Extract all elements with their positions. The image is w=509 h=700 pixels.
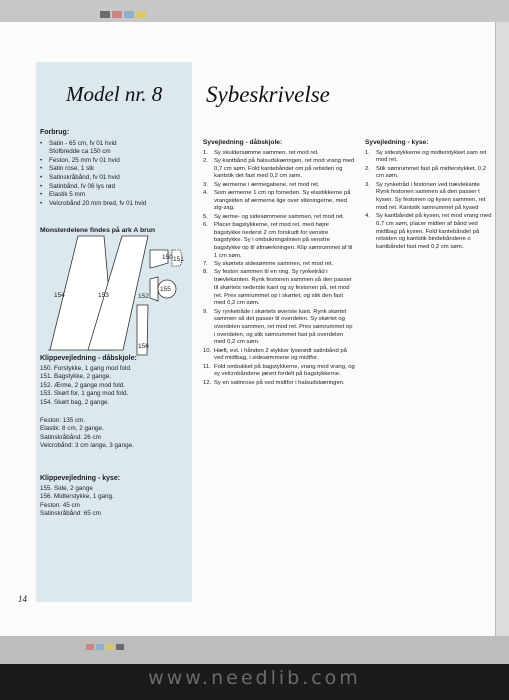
step-number: 7. — [203, 261, 208, 268]
step-text: Sy en satinrose på ved midtfor i halsudskæringen. — [214, 379, 345, 386]
forbrug-item: • Feston, 25 mm fv 01 hvid — [40, 157, 190, 166]
klippe-kjole-item: 151. Bagstykke, 2 gange. — [40, 373, 112, 381]
page-number: 14 — [18, 594, 27, 604]
step-number: 4. — [203, 190, 208, 196]
pattern-label: 155 — [160, 286, 171, 293]
step-text: Sy feston sammen til en ring. Sy rynketråd i trævlekanten. Rynk festonen sammen så den passer til skørtets nederste kant og sy festonen på, ret mod ret. Pres sømrummet op i skørtet, og stik den fast med 0,2 cm søm. — [214, 269, 352, 307]
step-number: 1. — [203, 149, 208, 156]
klippe-kjole-item: 150. Forstykke, 1 gang mod fold. — [40, 364, 132, 372]
syvejledning-kjole-step — [203, 269, 355, 308]
step-text: Stik sømrummet fast på midterstykket, 0,2 cm søm. — [376, 165, 486, 180]
syvejledning-kyse-step — [365, 166, 493, 181]
pattern-label: 153 — [98, 292, 109, 299]
klippe-kyse-block — [40, 475, 190, 519]
klippe-kyse-item: 156. Midterstykke, 1 gang. — [40, 493, 114, 501]
step-text: Sy ærmerne i ærmegabene, ret mod ret. — [214, 181, 320, 188]
forbrug-item: • Satinbånd, fv 06 lys rød — [40, 183, 190, 192]
watermark-text: www.needlib.com — [148, 667, 361, 689]
syvejledning-kyse-column — [365, 139, 493, 252]
color-bar-mark — [86, 644, 94, 650]
step-text: Som ærmerne 1 cm op forneden. Sy elastikkerne på vrangsiden af ærmerne lige over stikningerne, med zig-zag. — [214, 190, 351, 212]
pattern-piece-152 — [150, 277, 158, 301]
step-number: 2. — [365, 165, 370, 172]
step-number: 3. — [203, 181, 208, 188]
klippe-kjole-extra: Elastik: 8 cm, 2 gange. — [40, 425, 104, 433]
pattern-label: 152 — [138, 293, 149, 300]
step-number: 12. — [203, 379, 212, 386]
forbrug-item: • Satinskråbånd, fv 01 hvid — [40, 174, 190, 183]
syvejledning-kjole-step — [203, 364, 355, 379]
syvejledning-kjole-step — [203, 214, 355, 222]
klippe-kyse-heading: Klippevejledning - kyse: — [40, 475, 121, 482]
step-text: Sy skuldersømme sammen, ret mod ret. — [214, 149, 319, 156]
forbrug-item: • Satin - 65 cm, fv 01 hvid — [40, 140, 190, 149]
step-text: Placer bagstykkerne, ret mod ret, med højre bagstykke nederst 2 cm forskudt for venstre bagstykke. Sy i ombukningslinien på venstre bagstykke op til afmærkningen. Klip sømrummet af til 1 cm søm. — [214, 222, 353, 259]
step-number: 4. — [365, 213, 370, 220]
step-number: 11. — [203, 363, 211, 370]
syvejledning-kjole-step — [203, 261, 355, 269]
step-text: Sy kantbånd på halsudskæringen, ret mod vrang med 0,7 cm søm. Fold kantebåndet om på retsiden og kantstik det fast med 0,2 cm søm. — [214, 158, 355, 180]
step-number: 6. — [203, 222, 208, 228]
step-number: 1. — [365, 149, 370, 156]
syvejledning-kjole-step — [203, 182, 355, 190]
klippe-kyse-item: Satinskråbånd: 65 cm — [40, 510, 101, 518]
syvejledning-kyse-step — [365, 182, 493, 213]
klippe-kjole-item: 153. Skørt for, 1 gang mod fold. — [40, 390, 129, 398]
syvejledning-kyse-heading: Syvejledning - kyse: — [365, 139, 429, 146]
pattern-label: 156 — [138, 343, 149, 350]
step-text: Sy ærme- og sidesømmene sammen, ret mod ret. — [214, 213, 345, 220]
syvejledning-kjole-step — [203, 222, 355, 261]
syvejledning-kjole-step — [203, 309, 355, 348]
step-text: Sy kantbåndet på kysen, ret mod vrang med 0,7 cm søm, placer midten af bånd ved midtbag på kysen. Fold kantebåndet på retsiden og kantstik bindebåndene o kantbåndet fast med 0,2 cm søm. — [376, 213, 492, 250]
forbrug-heading: Forbrug: — [40, 129, 70, 136]
color-bar-mark — [116, 644, 124, 650]
step-number: 3. — [365, 181, 370, 188]
syvejledning-kjole-column — [203, 139, 355, 388]
klippe-kjole-item: 152. Ærme, 2 gange mod fold. — [40, 381, 126, 389]
scan-bottom-strip — [0, 636, 509, 664]
forbrug-item: • Elastik 5 mm — [40, 191, 190, 200]
syvejledning-kjole-step — [203, 380, 355, 388]
step-text: Sy skørtets sidesømme sammen, ret mod ret. — [214, 261, 334, 268]
syvejledning-kjole-step — [203, 150, 355, 158]
syvejledning-kjole-step — [203, 158, 355, 181]
step-text: Sy rynketråd i festonen ved trævlekante Rynk festonen sammen så den passer t kysen. Sy festonen og kysen sammen, ret mod ret. Kantstik sømrummet på kysed — [376, 181, 486, 211]
color-bar-mark — [106, 644, 114, 650]
step-number: 2. — [203, 158, 208, 164]
klippe-kyse-item: 155. Side, 2 gange — [40, 484, 93, 492]
step-number: 5. — [203, 213, 208, 220]
syvejledning-kjole-step — [203, 190, 355, 213]
pattern-label: 151 — [173, 256, 184, 263]
forbrug-item: • Velcrobånd 20 mm bred, fv 01 hvid — [40, 200, 190, 209]
pattern-label: 154 — [54, 292, 65, 299]
syvejledning-kjole-heading: Syvejledning - dåbskjole: — [203, 139, 283, 146]
syvejledning-kyse-step — [365, 150, 493, 165]
klippe-kjole-item: 154. Skørt bag, 2 gange. — [40, 398, 110, 406]
klippe-kjole-extra: Satinskråbånd: 26 cm — [40, 433, 101, 441]
step-text: Sy rynketråde i skørtets øverste kant. Rynk skørtet sammen så det passer til overdelen. Sy skørtet og overdelen sammen, ret mod ret. Pres sømrummet op i overdelen, og stik sømrummet fast på overdelen med 0,2 cm søm. — [214, 308, 353, 346]
step-number: 8. — [203, 269, 208, 276]
syvejledning-kjole-step — [203, 348, 355, 363]
step-text: Fold ombukket på bagstykkerne, vrang mod vrang, og sy velcrobåndene jævnt fordelt på bagstykkerne. — [214, 363, 355, 378]
klippe-kjole-block — [40, 355, 190, 451]
klippe-kjole-heading: Klippevejledning - dåbskjole: — [40, 355, 137, 362]
syvejledning-kyse-step — [365, 213, 493, 252]
klippe-kyse-item: Feston: 45 cm — [40, 501, 80, 509]
klippe-kjole-extra: Feston: 135 cm. — [40, 416, 86, 424]
model-title: Model nr. 8 — [66, 82, 163, 106]
forbrug-item: Stofbredde ca 150 cm — [49, 148, 111, 156]
step-number: 9. — [203, 308, 208, 315]
section-title: Sybeskrivelse — [206, 82, 330, 107]
forbrug-item: • Satin rose, 1 stk — [40, 165, 190, 174]
color-bar-mark — [96, 644, 104, 650]
pattern-label: 150 — [162, 254, 173, 261]
step-text: Hæft, evt. i hånden 2 stykker lyserødt satinbånd på ved midtbag, i sidesømmene og midtfor. — [214, 347, 347, 362]
step-text: Sy sidestykkerne og midterstykket sam ret mod ret. — [376, 149, 487, 164]
klippe-kjole-extra: Velcrobånd: 3 cm lange, 3 gange. — [40, 442, 134, 450]
diagram-heading: Monsterdelene findes på ark A brun — [40, 227, 156, 234]
step-number: 10. — [203, 347, 212, 354]
